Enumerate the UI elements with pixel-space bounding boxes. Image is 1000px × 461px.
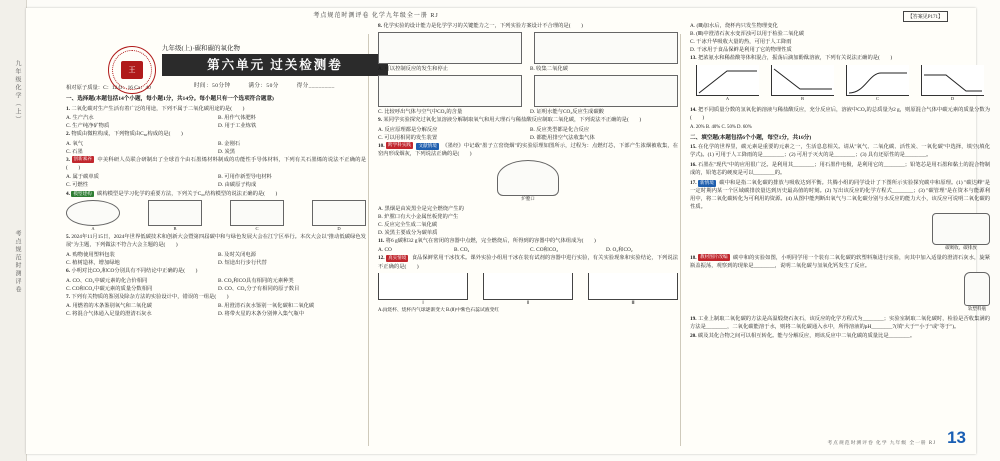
q13-curve-a-icon bbox=[697, 65, 759, 95]
q15-stem bbox=[690, 143, 990, 159]
q2-stem bbox=[66, 130, 366, 138]
q13-curve-c-icon bbox=[847, 65, 909, 95]
q8-opt-c[interactable]: C. 比较呼出气体与空气中CO₂的含量 bbox=[378, 109, 463, 116]
q3-options-2 bbox=[66, 181, 366, 189]
q10-kiln-shape bbox=[497, 160, 559, 196]
q10-options bbox=[378, 205, 678, 213]
q10-stem bbox=[378, 142, 678, 158]
exam-score: 满分：50分 bbox=[248, 83, 279, 89]
q6-stem bbox=[66, 267, 366, 275]
unit-label: 九年级(上)·碳和碳的氧化物 bbox=[162, 45, 240, 52]
q10-figure bbox=[378, 160, 678, 203]
q5-opt-b[interactable]: B. 及时关闭电源 bbox=[218, 251, 256, 258]
q9-opt-d[interactable]: D. 都能用排空气法收集气体 bbox=[530, 134, 595, 141]
q17-text: 碳中和是指二氧化碳的排放与吸收达到平衡。共腾小组的同学设计了下图所示实验探究碳中和原理。(1) "碳达峰"是一定时期内某一个区域碳排放量达到历史最高值的时刻。(2) 写出该反应的化学方程式________；(3) "碳管理"是在资本与能源利用中，将二氧化碳转化为可利用的资源。(4) 从图中能判断出氧气与二氧化碳分别与水反应的能力大小，该反应可说明二氧化碳的性质。 bbox=[690, 179, 990, 210]
q8-options-2 bbox=[378, 108, 678, 116]
q17-stem bbox=[690, 179, 990, 211]
q3-options bbox=[66, 173, 366, 181]
q10-kiln-label: 炉膛口 bbox=[521, 195, 535, 201]
q12-beaker-3 bbox=[588, 273, 678, 300]
q20-num: 20. bbox=[690, 333, 697, 340]
q8-num: 8. bbox=[378, 23, 382, 29]
atomic-mass-note: 相对原子质量：C：12 O：16 Ca：40 bbox=[66, 85, 151, 91]
q19-stem bbox=[690, 315, 990, 331]
q12-beaker-2 bbox=[483, 273, 573, 300]
q1-num: 1. bbox=[66, 105, 70, 112]
page-spine bbox=[0, 0, 27, 461]
q7-stem bbox=[66, 293, 366, 301]
q2-text: 物质由微粒构成，下列物质由C₆₀构成的是( ) bbox=[71, 131, 183, 138]
q5-options bbox=[66, 251, 366, 259]
spine-label-bottom: 考点规范时测评卷 bbox=[14, 230, 20, 294]
q6-opt-a[interactable]: A. CO、CO₂中碳元素的化合价相同 bbox=[66, 277, 148, 284]
q4-fig-c-label: C bbox=[255, 225, 259, 231]
q20-stem bbox=[690, 332, 990, 340]
q10-opt-c[interactable]: C. 反应完全生成二氧化碳 bbox=[378, 221, 438, 228]
q10-tag-1: 跨学科实践 bbox=[388, 142, 412, 148]
q6-options bbox=[66, 277, 366, 285]
q5-num: 5. bbox=[66, 234, 70, 241]
q7-opt-d[interactable]: D. 将带火星的木条分别伸入集气瓶中 bbox=[218, 311, 304, 318]
q3-stem bbox=[66, 156, 366, 172]
q9-options bbox=[378, 126, 678, 134]
q4-stem bbox=[66, 190, 366, 198]
q8-fig-d-apparatus bbox=[534, 75, 678, 107]
q5-options-2 bbox=[66, 259, 366, 267]
q12-fig-2 bbox=[483, 273, 573, 307]
q12-tag: 真实情境 bbox=[387, 254, 407, 260]
q14-options[interactable]: A. 20% B. 40% C. 50% D. 60% bbox=[690, 124, 752, 130]
q11-stem bbox=[378, 237, 678, 245]
q3-opt-c[interactable]: C. 可燃性 bbox=[66, 182, 89, 189]
q10-opt-d[interactable]: D. 炭黑主要成分为碳单质 bbox=[378, 229, 438, 236]
q13-options-top bbox=[690, 22, 990, 30]
q2-options bbox=[66, 140, 366, 148]
q8-fig-d bbox=[534, 75, 678, 107]
q4-figures bbox=[66, 200, 366, 233]
seal-mark: 王 bbox=[121, 61, 143, 79]
q19-num: 19. bbox=[690, 315, 697, 322]
exam-time: 时间：50分钟 bbox=[194, 83, 231, 89]
q9-opt-a[interactable]: A. 反应原理都是分解反应 bbox=[378, 126, 438, 133]
q13-opt-b[interactable]: B. (Ⅲ)中澄清石灰水变浑浊可以用于检验二氧化碳 bbox=[690, 31, 805, 38]
q10-options-3 bbox=[378, 221, 678, 229]
q4-fig-b bbox=[148, 200, 202, 233]
q12-options-inline[interactable]: A.(Ⅰ)烧杯、烧杯内气球逐渐变大 B.(Ⅱ)中紫色石蕊试液变红 bbox=[378, 308, 500, 314]
q7-opt-a[interactable]: A. 用燃着的木条鉴别氧气和二氧化碳 bbox=[66, 303, 152, 310]
q13-charts bbox=[690, 65, 990, 103]
q10-kiln-diagram bbox=[497, 160, 559, 203]
q11-opt-d[interactable]: D. O₂和CO₂ bbox=[606, 247, 633, 254]
q20-text: 碳及其化合物之间可以相互转化。能与分解反应，则该反应中二氧化碳的质量比是________。 bbox=[697, 333, 916, 340]
q17-num: 17. bbox=[690, 179, 697, 186]
q10-opt-a[interactable]: A. 黑烟是由炭黑全是完全燃烧产生的 bbox=[378, 205, 464, 212]
q15-num: 15. bbox=[690, 144, 697, 151]
q10-options-4 bbox=[378, 229, 678, 237]
q1-opt-d[interactable]: D. 用于工业炼铁 bbox=[218, 123, 257, 130]
q1-options-2 bbox=[66, 122, 366, 130]
q6-num: 6. bbox=[66, 268, 70, 275]
q2-opt-a[interactable]: A. 氧气 bbox=[66, 140, 84, 147]
q13-chart-d bbox=[921, 65, 984, 103]
q13-opt-a[interactable]: A. (Ⅲ)加水后，烧杯内只发生物理变化 bbox=[690, 23, 778, 29]
q18-stem bbox=[690, 254, 990, 270]
q1-opt-c[interactable]: C. 生产纯净矿物质 bbox=[66, 123, 110, 130]
answer-badge: 【答案见P171】 bbox=[903, 11, 948, 22]
q18-figure bbox=[690, 272, 990, 313]
q3-opt-d[interactable]: D. 由碳原子构成 bbox=[218, 182, 257, 189]
page-title: 第六单元 过关检测卷 bbox=[162, 54, 388, 76]
q8-text: 化学实验的设计能力是化学学习的关键能力之一，下列实验方案设计不合理的是( ) bbox=[383, 23, 583, 29]
q16-stem bbox=[690, 161, 990, 177]
q13-curve-b-icon bbox=[772, 65, 834, 95]
q11-options bbox=[378, 246, 678, 254]
q8-fig-b bbox=[534, 32, 678, 64]
q11-opt-a[interactable]: A. CO bbox=[378, 247, 392, 254]
q13-chart-c-label: C bbox=[875, 96, 879, 102]
q8-fig-c-apparatus bbox=[378, 75, 522, 107]
q1-text: 二氧化碳对生产生活有着广泛的用途，下列不属于二氧化碳用途的是( ) bbox=[71, 105, 245, 112]
page-footer: 考点规范时测评卷 化学 九年级 全一册 RJ bbox=[827, 441, 936, 446]
q10-opt-b[interactable]: B. 炉膛口有大小金属丝板凳的产生 bbox=[378, 213, 459, 220]
q5-stem bbox=[66, 233, 366, 249]
q9-num: 9. bbox=[378, 117, 382, 124]
q19-text: 工业上制取二氧化碳的方法是高温煅烧石灰石，该反应的化学方程式为________；实验室制取二氧化碳时，检验是否收集满的方法是________，二氧化碳能溶于水，则将二氧化碳通入水中，所得溶液的pH________7(填"大于""小于"或"等于")。 bbox=[690, 315, 990, 330]
paper-sheet bbox=[26, 8, 990, 454]
q4-fig-c-shape bbox=[230, 200, 284, 226]
q2-num: 2. bbox=[66, 131, 70, 138]
q17-diagram bbox=[932, 213, 990, 252]
q16-num: 16. bbox=[690, 162, 697, 169]
q2-options-2 bbox=[66, 148, 366, 156]
section-1-heading: 一、选择题(本题包括14个小题，每小题1分，共14分。每小题只有一个选项符合题意) bbox=[66, 96, 274, 103]
q12-fig-1 bbox=[378, 273, 468, 307]
q13-chart-c-plot bbox=[846, 65, 909, 96]
q12-stem bbox=[378, 254, 678, 270]
q4-fig-d bbox=[312, 200, 366, 233]
q12-text: 食品保鲜常用干冰技术。课外实验小组用干冰在装有试剂的容器中进行实验，有关实验现象和实验结论，下列说法不正确的是( ) bbox=[378, 255, 678, 270]
q8-figures-row1 bbox=[378, 32, 678, 64]
q5-opt-a[interactable]: A. 购物使用塑料包装 bbox=[66, 251, 115, 258]
q9-opt-b[interactable]: B. 反应类型都是化合反应 bbox=[530, 126, 590, 133]
q7-text: 下列有关物质的鉴别及除杂方法的实验设计中，错误的一组是( ) bbox=[71, 293, 229, 300]
q5-opt-d[interactable]: D. 短途出行步行代替 bbox=[218, 260, 267, 267]
q12-label-2: Ⅱ bbox=[526, 299, 530, 305]
q9-opt-c[interactable]: C. 可以用相同的发生装置 bbox=[378, 134, 438, 141]
q12-figures bbox=[378, 273, 678, 307]
q13-options-top-2 bbox=[690, 30, 990, 38]
running-header: 考点规范时测评卷 化学九年级全一册 RJ bbox=[313, 13, 439, 19]
q3-opt-b[interactable]: B. 可用作新型导电材料 bbox=[218, 174, 272, 181]
q8-opt-b[interactable]: B. 收集二氧化碳 bbox=[530, 66, 568, 73]
q8-opt-d[interactable]: D. 证明水能与CO₂反应生成碳酸 bbox=[530, 109, 604, 116]
q8-figures-row2 bbox=[378, 75, 678, 107]
exam-meta bbox=[194, 82, 351, 90]
q4-fig-a-label: A bbox=[91, 225, 95, 231]
q13-chart-d-label: D bbox=[950, 96, 955, 102]
q4-fig-c bbox=[230, 200, 284, 233]
q12-beaker-1 bbox=[378, 273, 468, 300]
q8-options bbox=[378, 65, 678, 73]
q9-stem bbox=[378, 116, 678, 124]
q9-text: 某同学实验探究过氧化氢溶液分解制取氧气和用大理石与稀盐酸反应制取二氧化碳，下列说法不正确的是( ) bbox=[383, 117, 642, 124]
q6-opt-c[interactable]: C. CO和CO₂中碳元素的质量分数相同 bbox=[66, 285, 153, 292]
q13-opt-c[interactable]: C. 干冰升华吸收大量的热，可用于人工降雨 bbox=[690, 39, 792, 46]
q13-options-top-4 bbox=[690, 46, 990, 54]
q4-fig-a bbox=[66, 200, 120, 233]
q3-num: 3. bbox=[66, 156, 70, 163]
q12-label-3: Ⅲ bbox=[631, 299, 635, 305]
column-divider-2 bbox=[680, 34, 681, 446]
q14-num: 14. bbox=[690, 107, 697, 114]
q18-bottle bbox=[964, 272, 990, 313]
q18-bottle-label: 软塑料瓶 bbox=[968, 305, 986, 311]
column-divider-1 bbox=[368, 34, 369, 446]
q13-chart-a-label: A bbox=[725, 96, 730, 102]
q13-options-top-3 bbox=[690, 38, 990, 46]
school-seal-icon bbox=[108, 46, 156, 94]
q1-stem bbox=[66, 105, 366, 113]
q8-stem bbox=[378, 22, 678, 30]
q13-chart-b bbox=[771, 65, 834, 103]
q4-fig-d-label: D bbox=[337, 225, 341, 231]
q8-opt-a[interactable]: A. 可以控制反应的发生和停止 bbox=[378, 66, 449, 73]
page-number: 13 bbox=[947, 428, 966, 447]
q8-fig-a-apparatus bbox=[378, 32, 522, 64]
q6-opt-b[interactable]: B. CO₂和CO具有相同的元素种类 bbox=[218, 277, 294, 284]
q10-tag-2: 文献情境 bbox=[418, 142, 437, 148]
q17-diagram-shape bbox=[932, 213, 990, 245]
q18-tag: 教材图片改编 bbox=[700, 253, 728, 259]
q4-fig-d-shape bbox=[312, 200, 366, 226]
q7-options-2 bbox=[66, 310, 366, 318]
q1-options bbox=[66, 114, 366, 122]
q1-opt-a[interactable]: A. 生产汽水 bbox=[66, 115, 94, 122]
q13-opt-d[interactable]: D. 干冰用于食品保鲜是利用了它的物理性质 bbox=[690, 47, 792, 54]
column-3 bbox=[690, 22, 990, 446]
q8-fig-a bbox=[378, 32, 522, 64]
q4-fig-a-shape bbox=[66, 200, 120, 226]
q10-options-2 bbox=[378, 213, 678, 221]
q17-figure bbox=[690, 213, 990, 252]
q12-label-1: Ⅰ bbox=[422, 299, 424, 305]
q4-text: 碳构模型是学习化学的重要方法，下列关于C₆₀结构模型的说法正确的是( ) bbox=[97, 190, 278, 197]
q2-opt-d[interactable]: D. 炭黑 bbox=[218, 148, 236, 155]
q9-options-2 bbox=[378, 134, 678, 142]
exam-gained: 得分________ bbox=[296, 83, 335, 89]
q8-fig-c bbox=[378, 75, 522, 107]
q12-num: 12. bbox=[378, 255, 385, 262]
q11-opt-c[interactable]: C. CO和CO₂ bbox=[530, 247, 559, 254]
q4-fig-b-label: B bbox=[173, 225, 177, 231]
column-1 bbox=[66, 22, 366, 446]
q6-opt-d[interactable]: D. CO、CO₂分子有相同的原子数目 bbox=[218, 285, 300, 292]
q6-options-2 bbox=[66, 285, 366, 293]
q13-chart-b-label: B bbox=[800, 96, 804, 102]
spine-label-top: 九年级化学（上） bbox=[14, 60, 20, 124]
q2-opt-b[interactable]: B. 金刚石 bbox=[218, 140, 241, 147]
q13-curve-d-icon bbox=[922, 65, 984, 95]
q13-chart-c bbox=[846, 65, 909, 103]
q7-opt-c[interactable]: C. 将混合气体通入足量的澄清石灰水 bbox=[66, 311, 152, 318]
q13-text: 把浓氨水和稀盐酸等体积混合，振荡后滴加酚酞溶液，下列有关说法正确的是( ) bbox=[697, 55, 893, 62]
q11-num: 11. bbox=[378, 237, 385, 244]
q17-tag: 新情境 bbox=[700, 179, 714, 185]
q16-text: 石墨在"现代"中的应用很广泛。是利用其________；用石墨作电极，是利用它的________；铅笔芯是用石墨和黏土的混合物制成的，铅笔芯的硬度是可以________的。 bbox=[690, 162, 990, 177]
q4-fig-b-shape bbox=[148, 200, 202, 226]
q13-chart-a bbox=[696, 65, 759, 103]
q4-num: 4. bbox=[66, 190, 70, 197]
q11-opt-b[interactable]: B. CO₂ bbox=[454, 247, 470, 254]
q18-text: 碳中和的实验如图，小明同学用一个装有二氧化碳的软塑料瓶进行实验，向其中加入适量的澄清石灰水，旋紧瓶盖振荡，观察到的现象是________，说明二氧化碳与氢氧化钙发生了反应。 bbox=[690, 254, 990, 269]
q3-text: 中美科研人员联合研制出了全球首个由石墨烯材料制成的功能性手导体材料，下列有关石墨烯的说法不正确的是( ) bbox=[66, 156, 366, 171]
q7-opt-b[interactable]: B. 用澄清石灰水鉴别一氧化碳和二氧化碳 bbox=[218, 303, 315, 310]
q5-text: 2024年11月15日，2024年世界低碳技术和创新大会暨第四届碳中和与绿色发展大会在江宁区举行。本次大会以"推动低碳绿色发展"为主题，下列做法不符合大会主题的是( ) bbox=[66, 234, 366, 249]
column-2 bbox=[378, 22, 678, 446]
q15-text: 在化学的世界里，碳元素是重要的元素之一，生活息息相关。请从"氧气、二氧化碳、活性炭、一氧化碳"中选择，填空(填化学式)。(1) 可用于人工降雨的是________；(2) 可用于灭火的是________；(3) 具有还原性的是________。 bbox=[690, 144, 990, 159]
section-2-heading: 二、填空题(本题包括6个小题，每空1分，共16分) bbox=[690, 134, 812, 141]
q6-text: 小明对比CO₂和CO分别具有不同结论中正确的是( ) bbox=[71, 268, 198, 275]
q7-num: 7. bbox=[66, 293, 70, 300]
q14-stem bbox=[690, 106, 990, 122]
q17-diagram-label: 碳吸收、碳排放 bbox=[945, 244, 977, 250]
q11-text: 将6 g碳和32 g氧气在密闭的容器中点燃，完全燃烧后，所得到的容器中的气体组成为( ) bbox=[385, 237, 596, 244]
q7-options bbox=[66, 302, 366, 310]
q3-opt-a[interactable]: A. 属于碳单质 bbox=[66, 174, 99, 181]
q13-num: 13. bbox=[690, 55, 697, 62]
q13-chart-d-plot bbox=[921, 65, 984, 96]
q13-chart-a-plot bbox=[696, 65, 759, 96]
q10-text: 《墨经》中记载"墨子立窑烧烟"的实验原理如图所示，过程为：点燃灯芯，下部产生浓烟被收集，在窑内形成烟灰，下列说法正确的是( ) bbox=[378, 142, 679, 157]
q4-tag: 模型建构 bbox=[73, 190, 92, 196]
q18-bottle-shape bbox=[964, 272, 990, 306]
q18-num: 18. bbox=[690, 254, 697, 261]
q8-fig-b-apparatus bbox=[534, 32, 678, 64]
q2-opt-c[interactable]: C. 石墨 bbox=[66, 148, 83, 155]
q3-tag: 创新素养 bbox=[73, 156, 92, 162]
q14-text: 把不同质量分数的氢氧化钠溶液与稀盐酸反应，充分反应后，溶液中CO₂的总质量为2 g，则原混合气体中碳元素的质量分数为( ) bbox=[690, 107, 990, 122]
q10-num: 10. bbox=[378, 142, 385, 149]
q12-fig-3 bbox=[588, 273, 678, 307]
q13-chart-b-plot bbox=[771, 65, 834, 96]
q1-opt-b[interactable]: B. 用作气体肥料 bbox=[218, 115, 256, 122]
q5-opt-c[interactable]: C. 植树造林，增加绿地 bbox=[66, 260, 120, 267]
q13-stem bbox=[690, 54, 990, 62]
